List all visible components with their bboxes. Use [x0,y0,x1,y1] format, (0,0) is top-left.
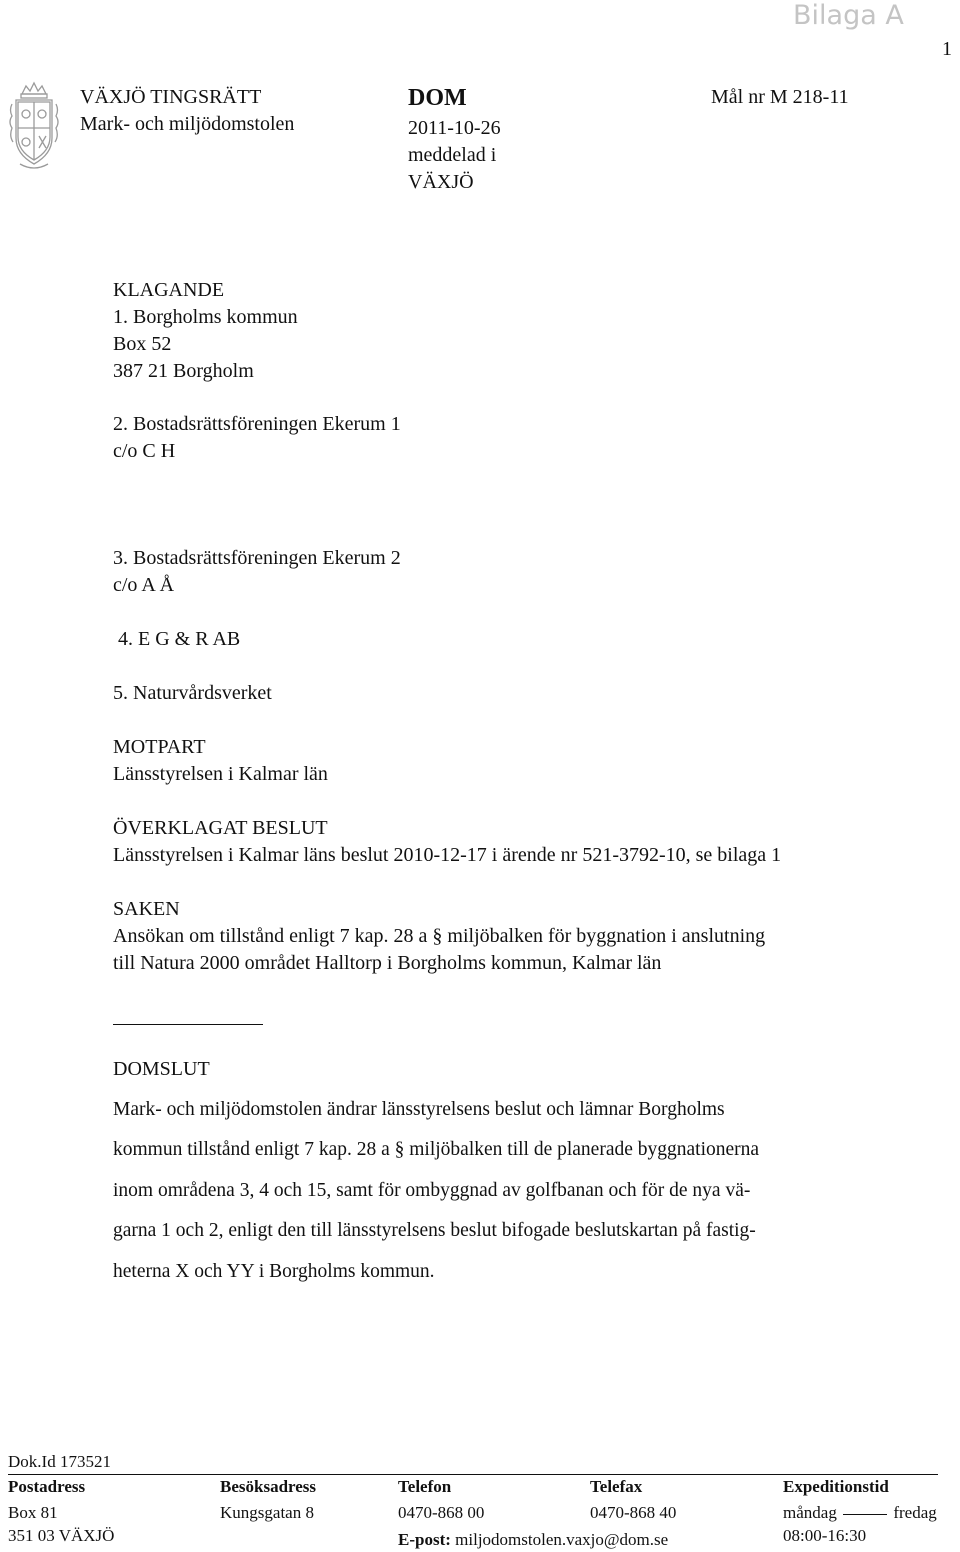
court-name: VÄXJÖ TINGSRÄTT [80,86,262,108]
footer-divider [8,1474,938,1475]
party-4-name: 4. E G & R AB [113,628,241,650]
document-id: Dok.Id 173521 [8,1452,111,1471]
party-1-address: Box 52 [113,333,172,355]
opening-hours: 08:00-16:30 [783,1526,867,1545]
party-1-postal: 387 21 Borgholm [113,360,254,382]
telefon-label: Telefon [398,1477,452,1496]
section-divider [113,1024,263,1025]
email-label: E-post: [398,1530,451,1549]
party-2-co: c/o C H [113,440,176,462]
party-5-name: 5. Naturvårdsverket [113,682,272,704]
party-3-co: c/o A Å [113,574,175,596]
page-number: 1 [942,38,952,60]
document-type: DOM [408,85,467,111]
watermark-text: Bilaga A [793,0,904,31]
opening-day-end: fredag [893,1503,937,1522]
besoksadress-line-1: Kungsgatan 8 [220,1503,314,1522]
party-1-name: 1. Borgholms kommun [113,306,298,328]
opening-days-row [783,1502,937,1524]
domslut-line-1: Mark- och miljödomstolen ändrar länsstyrelsens beslut och lämnar Borgholms [113,1099,725,1120]
domslut-line-4: garna 1 och 2, enligt den till länsstyrelsens beslut bifogade beslutskartan på fastig- [113,1220,756,1241]
expeditionstid-label: Expeditionstid [783,1477,889,1496]
court-division: Mark- och miljödomstolen [80,113,295,135]
party-3-name: 3. Bostadsrättsföreningen Ekerum 2 [113,547,401,569]
klagande-heading: KLAGANDE [113,279,225,301]
email-row [398,1529,668,1551]
postadress-line-2: 351 03 VÄXJÖ [8,1526,115,1545]
besoksadress-label: Besöksadress [220,1477,317,1496]
party-2-name: 2. Bostadsrättsföreningen Ekerum 1 [113,413,401,435]
opening-day-start: måndag [783,1503,837,1522]
motpart-text: Länsstyrelsen i Kalmar län [113,763,328,785]
appealed-decision-heading: ÖVERKLAGAT BESLUT [113,817,328,839]
domslut-line-2: kommun tillstånd enligt 7 kap. 28 a § miljöbalken till de planerade byggnationerna [113,1139,760,1160]
announced-label: meddelad i [408,144,497,166]
postadress-label: Postadress [8,1477,86,1496]
telefon-number: 0470-868 00 [398,1503,485,1522]
announced-city: VÄXJÖ [408,171,474,193]
case-number: Mål nr M 218-11 [711,86,849,108]
domslut-heading: DOMSLUT [113,1058,210,1080]
swedish-coat-of-arms-icon [6,80,62,174]
saken-heading: SAKEN [113,898,180,920]
appealed-decision-text: Länsstyrelsen i Kalmar läns beslut 2010-12-17 i ärende nr 521-3792-10, se bilaga 1 [113,844,782,866]
postadress-line-1: Box 81 [8,1503,58,1522]
saken-line-2: till Natura 2000 området Halltorp i Borgholms kommun, Kalmar län [113,952,662,974]
saken-line-1: Ansökan om tillstånd enligt 7 kap. 28 a § miljöbalken för byggnation i anslutning [113,925,766,947]
motpart-heading: MOTPART [113,736,206,758]
domslut-line-3: inom områdena 3, 4 och 15, samt för ombyggnad av golfbanan och för de nya vä- [113,1180,751,1201]
telefax-label: Telefax [590,1477,643,1496]
telefax-number: 0470-868 40 [590,1503,677,1522]
domslut-line-5: heterna X och YY i Borgholms kommun. [113,1261,435,1282]
document-date: 2011-10-26 [408,117,501,139]
dash-separator [843,1514,887,1515]
email-address[interactable]: miljodomstolen.vaxjo@dom.se [455,1530,669,1549]
